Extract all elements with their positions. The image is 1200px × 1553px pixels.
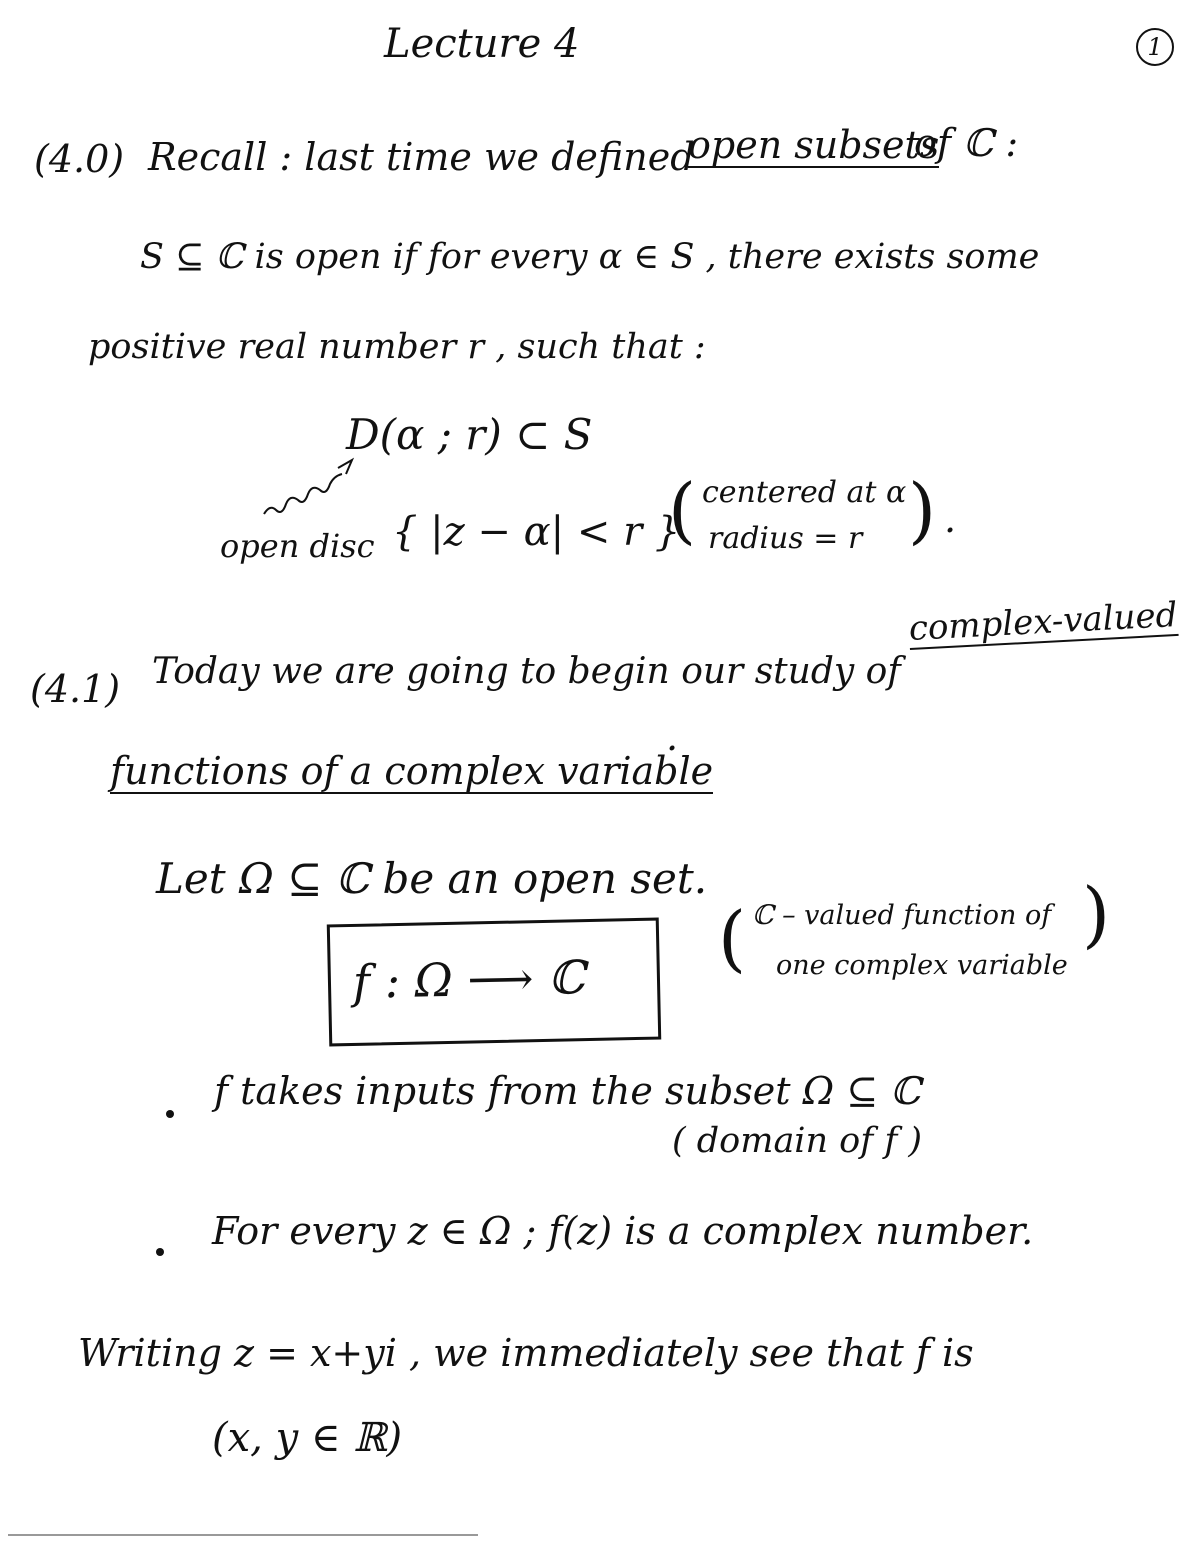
- open-subsets-term: open subsets: [688, 123, 940, 167]
- aside-right-paren: ): [1082, 872, 1111, 956]
- section-4-1-label: (4.1): [30, 667, 121, 711]
- open-definition-line-1: S ⊆ ℂ is open if for every α ∈ S , there exists some: [140, 237, 1040, 277]
- aside-left-paren: (: [718, 896, 747, 980]
- note-left-paren: (: [668, 468, 697, 552]
- function-definition-formula: f : Ω ⟶ ℂ: [352, 950, 586, 1009]
- open-definition-line-2: positive real number r , such that :: [88, 327, 706, 367]
- section-4-0-label: (4.0): [34, 137, 125, 181]
- functions-period: .: [666, 715, 679, 759]
- function-definition-box: [327, 918, 661, 1047]
- aside-line-1: ℂ – valued function of: [752, 900, 1052, 931]
- let-omega-line: Let Ω ⊆ ℂ be an open set.: [156, 854, 708, 903]
- note-period: .: [944, 497, 957, 541]
- of-c-text: of ℂ :: [914, 121, 1019, 165]
- writing-z-line: Writing z = x+yi , we immediately see that f is: [78, 1331, 974, 1375]
- disc-note-centered: centered at α: [702, 475, 907, 510]
- note-right-paren: ): [908, 468, 937, 552]
- disc-set-definition: { |z − α| < r }: [392, 509, 681, 555]
- bullet-1-dot: [166, 1110, 174, 1118]
- page-title: Lecture 4: [384, 21, 580, 67]
- bottom-divider: [8, 1534, 478, 1536]
- squiggle-arrow-icon: [258, 452, 358, 522]
- writing-z-condition: (x, y ∈ ℝ): [212, 1415, 403, 1461]
- complex-valued-term: complex-valued: [907, 594, 1179, 650]
- functions-phrase: functions of a complex variable: [110, 749, 714, 793]
- today-text: Today we are going to begin our study of: [152, 651, 901, 692]
- bullet-2-dot: [156, 1248, 164, 1256]
- disc-inclusion-formula: D(α ; r) ⊂ S: [346, 410, 593, 459]
- bullet-1-domain-note: ( domain of f ): [672, 1121, 923, 1161]
- aside-line-2: one complex variable: [776, 950, 1068, 981]
- open-disc-label: open disc: [220, 527, 375, 565]
- page-number: 1: [1136, 28, 1174, 66]
- disc-note-radius: radius = r: [708, 521, 863, 556]
- bullet-1-text: f takes inputs from the subset Ω ⊆ ℂ: [214, 1069, 921, 1113]
- bullet-2-text: For every z ∈ Ω ; f(z) is a complex number.: [212, 1209, 1034, 1253]
- recall-text: Recall : last time we defined: [148, 135, 695, 179]
